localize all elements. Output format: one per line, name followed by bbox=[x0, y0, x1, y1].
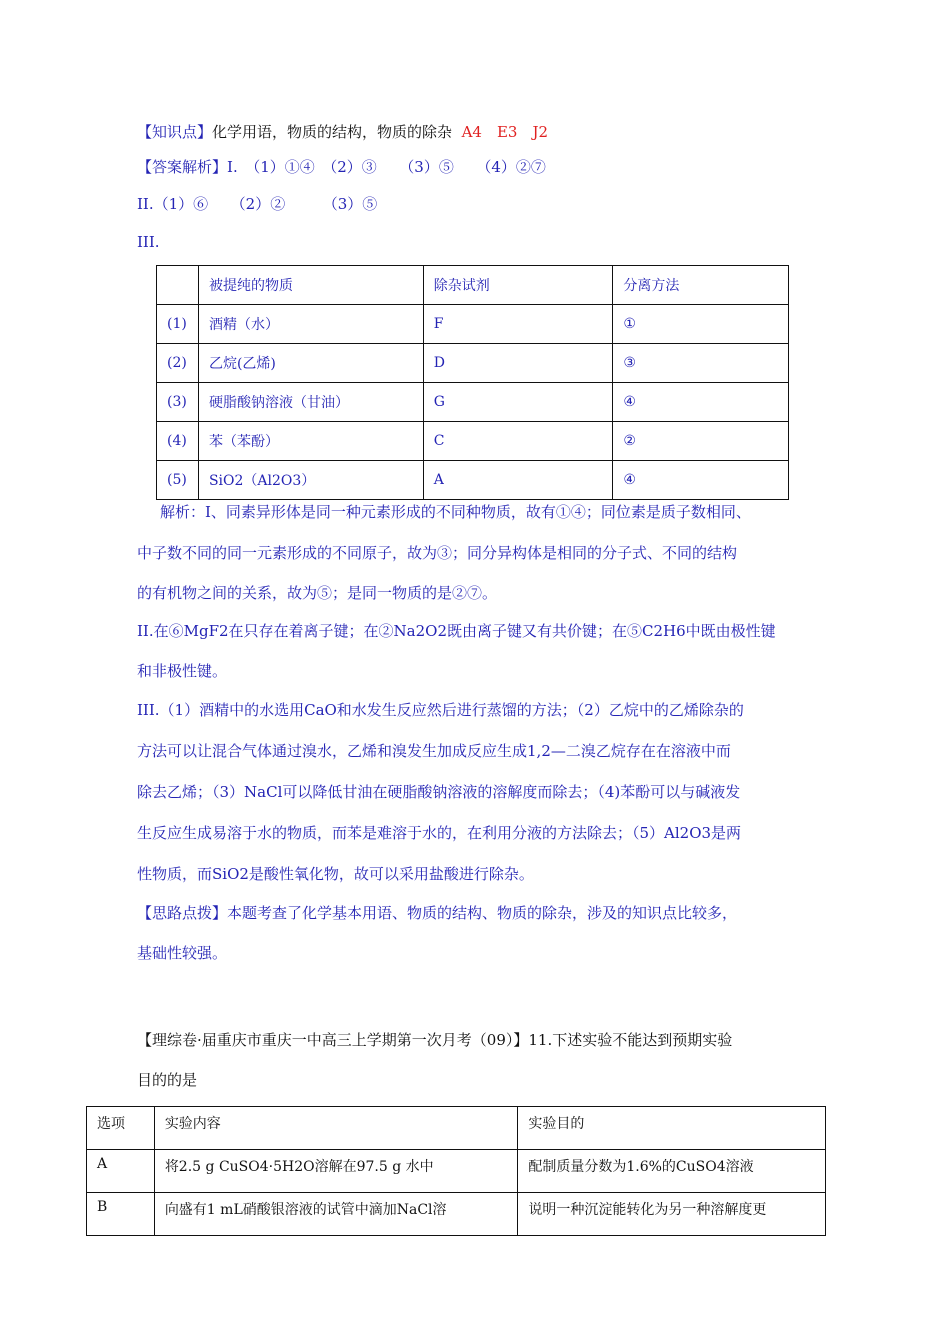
table-cell: ③ bbox=[613, 344, 789, 383]
answer-line-2: II.（1）⑥ （2）② （3）⑤ bbox=[137, 195, 378, 213]
tips-label: 【思路点拨】 bbox=[137, 904, 228, 922]
analysis-p2-l1: II.在⑥MgF2在只存在着离子键；在②Na2O2既由离子键又有共价键；在⑤C2H6中既由极性键 bbox=[137, 622, 776, 640]
table-cell: A bbox=[87, 1150, 155, 1193]
analysis-p1-l2: 中子数不同的同一元素形成的不同原子，故为③；同分异构体是相同的分子式、不同的结构 bbox=[137, 544, 738, 562]
table-cell: (3) bbox=[157, 383, 199, 422]
table-cell: (5) bbox=[157, 461, 199, 500]
table-cell: 乙烷(乙烯) bbox=[198, 344, 423, 383]
knowledge-codes: A4 E3 J2 bbox=[461, 123, 549, 141]
table-header-cell: 除杂试剂 bbox=[423, 266, 613, 305]
table-cell: C bbox=[423, 422, 613, 461]
answer-label: 【答案解析】 bbox=[137, 158, 228, 176]
analysis-p3-l3: 除去乙烯；（3）NaCl可以降低甘油在硬脂酸钠溶液的溶解度而除去；（4)苯酚可以与碱液发 bbox=[137, 783, 741, 801]
analysis-p3-l2: 方法可以让混合气体通过溴水，乙烯和溴发生加成反应生成1,2—二溴乙烷存在在溶液中而 bbox=[137, 742, 731, 760]
table-row bbox=[157, 422, 789, 461]
knowledge-text: 化学用语，物质的结构，物质的除杂 bbox=[212, 123, 453, 141]
table-cell: F bbox=[423, 305, 613, 344]
table-cell: A bbox=[423, 461, 613, 500]
table-row bbox=[157, 344, 789, 383]
table-cell: G bbox=[423, 383, 613, 422]
table-cell: 说明一种沉淀能转化为另一种溶解度更 bbox=[518, 1193, 826, 1236]
analysis-p1-l3: 的有机物之间的关系，故为⑤；是同一物质的是②⑦。 bbox=[137, 584, 498, 602]
answer-text-1: I. （1）①④ （2）③ （3）⑤ （4）②⑦ bbox=[227, 158, 546, 176]
answer-line-1 bbox=[137, 157, 546, 177]
table-header-cell: 实验内容 bbox=[154, 1107, 518, 1150]
table-cell: B bbox=[87, 1193, 155, 1236]
table-cell: (4) bbox=[157, 422, 199, 461]
table-header-cell: 实验目的 bbox=[518, 1107, 826, 1150]
table-header-row bbox=[87, 1107, 826, 1150]
analysis-p2-l2: 和非极性键。 bbox=[137, 662, 228, 680]
table-cell: 硬脂酸钠溶液（甘油） bbox=[198, 383, 423, 422]
knowledge-line bbox=[137, 122, 548, 142]
table-header-cell: 选项 bbox=[87, 1107, 155, 1150]
table-cell: 苯（苯酚） bbox=[198, 422, 423, 461]
answer-line-3: III. bbox=[137, 233, 160, 251]
table-cell: ② bbox=[613, 422, 789, 461]
table-cell: ④ bbox=[613, 461, 789, 500]
tips-line-1 bbox=[137, 903, 737, 923]
table-header-cell bbox=[157, 266, 199, 305]
table-row bbox=[157, 383, 789, 422]
purification-table bbox=[156, 265, 789, 500]
analysis-p3-l5: 性物质，而SiO2是酸性氧化物，故可以采用盐酸进行除杂。 bbox=[137, 865, 534, 883]
question-line-1: 【理综卷·届重庆市重庆一中高三上学期第一次月考（09）】11.下述实验不能达到预期实验 bbox=[137, 1031, 733, 1049]
analysis-p3-l1: III.（1）酒精中的水选用CaO和水发生反应然后进行蒸馏的方法；（2）乙烷中的乙烯除杂的 bbox=[137, 701, 744, 719]
experiment-table bbox=[86, 1106, 826, 1236]
table-cell: ① bbox=[613, 305, 789, 344]
table-cell: D bbox=[423, 344, 613, 383]
table-row bbox=[157, 305, 789, 344]
table-cell: 配制质量分数为1.6%的CuSO4溶液 bbox=[518, 1150, 826, 1193]
table-header-row bbox=[157, 266, 789, 305]
table-header-cell: 被提纯的物质 bbox=[198, 266, 423, 305]
tips-text: 本题考查了化学基本用语、物质的结构、物质的除杂，涉及的知识点比较多， bbox=[227, 904, 738, 922]
table-row bbox=[87, 1150, 826, 1193]
table-cell: 将2.5 g CuSO4·5H2O溶解在97.5 g 水中 bbox=[154, 1150, 518, 1193]
table-row bbox=[87, 1193, 826, 1236]
question-line-2: 目的的是 bbox=[137, 1071, 198, 1089]
table-cell: 向盛有1 mL硝酸银溶液的试管中滴加NaCl溶 bbox=[154, 1193, 518, 1236]
table-cell: 酒精（水） bbox=[198, 305, 423, 344]
table-cell: SiO2（Al2O3） bbox=[198, 461, 423, 500]
table-cell: (2) bbox=[157, 344, 199, 383]
tips-line-2: 基础性较强。 bbox=[137, 944, 228, 962]
table-cell: ④ bbox=[613, 383, 789, 422]
table-header-cell: 分离方法 bbox=[613, 266, 789, 305]
table-cell: (1) bbox=[157, 305, 199, 344]
table-row bbox=[157, 461, 789, 500]
analysis-p3-l4: 生反应生成易溶于水的物质，而苯是难溶于水的，在利用分液的方法除去；（5）Al2O3是两 bbox=[137, 824, 742, 842]
analysis-p1-l1: 解析：I、同素异形体是同一种元素形成的不同种物质，故有①④；同位素是质子数相同、 bbox=[160, 503, 751, 521]
knowledge-label: 【知识点】 bbox=[137, 123, 213, 141]
